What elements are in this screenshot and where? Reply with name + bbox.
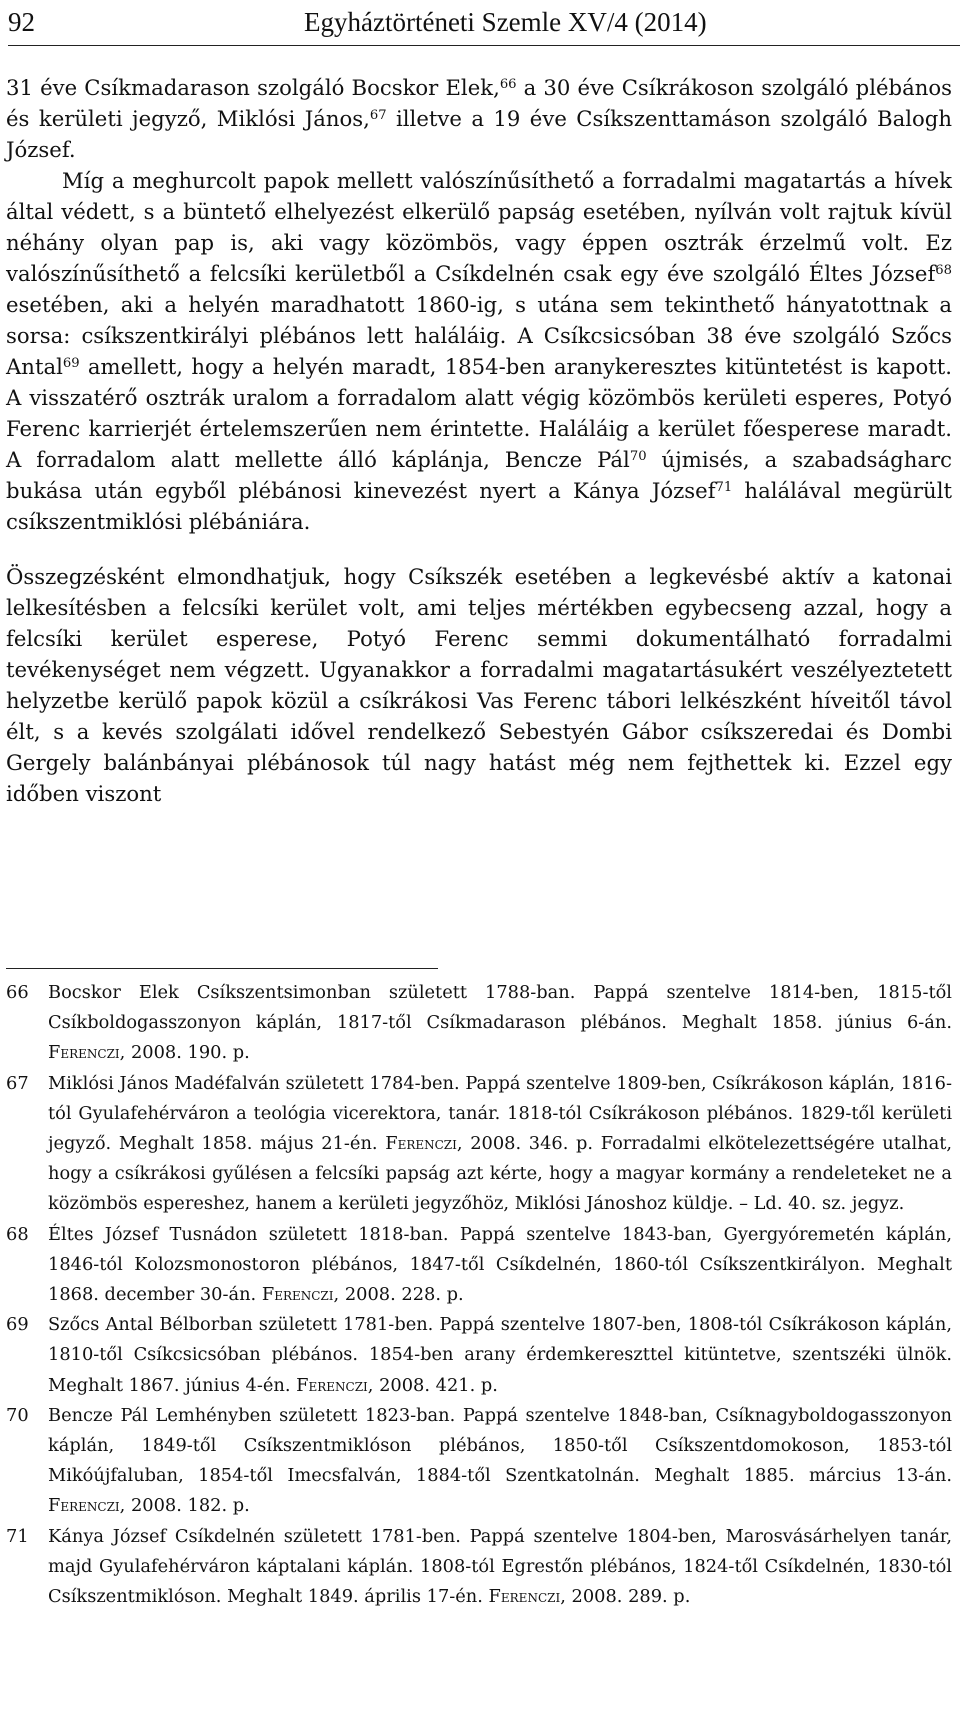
text-run: halálával megürült csíkszentmiklósi plébániára. <box>6 478 952 534</box>
footnote-text: , 2008. 421. p. <box>367 1374 498 1396</box>
main-text <box>6 72 952 809</box>
running-head: Egyháztörténeti Szemle XV/4 (2014) <box>304 7 707 37</box>
footnote-68 <box>6 1220 952 1311</box>
paragraph-3 <box>6 561 952 809</box>
paragraph-1 <box>6 72 952 165</box>
footnote-69 <box>6 1310 952 1401</box>
text-run: Míg a meghurcolt papok mellett valószínűsíthető a forradalmi magatartás a hívek által védett, s a büntető elhelyezést elkerülő papság esetében, nyílván volt rajtuk kívül néhány olyan pap is, aki vagy közömbös, vagy éppen osztrák érzelmű volt. Ez valószínűsíthető a felcsíki kerületből a Csíkdelnén csak egy éve szolgáló Éltes József <box>6 168 952 286</box>
footnote-number: 69 <box>6 1314 29 1336</box>
footnote-text: Szőcs Antal Bélborban született 1781-ben. Pappá szentelve 1807-ben, 1808-tól Csíkrákoson káplán, 1810-től Csíkcsicsóban plébános. 1854-ben arany érdemkereszttel kitüntetve, szentszéki ülnök. Meghalt 1867. június 4-én. <box>48 1314 952 1396</box>
text-run: újmisés, a szabadságharc bukása után egyből plébánosi kinevezést nyert a Kánya József <box>6 447 952 503</box>
footnote-text: , 2008. 228. p. <box>333 1284 464 1306</box>
text-run: esetében, aki a helyén maradhatott 1860-ig, s utána sem tekinthető hányatottnak a sorsa: csíkszentkirályi plébános lett haláláig. A Csíkcsicsóban 38 éve szolgáló Szőcs Antal <box>6 292 952 379</box>
footnote-text: , 2008. 289. p. <box>560 1586 691 1608</box>
footnote-ref-69[interactable]: 69 <box>62 355 80 371</box>
text-run: amellett, hogy a helyén maradt, 1854-ben aranykeresztes kitüntetést is kapott. A visszatérő osztrák uralom a forradalom alatt végig közömbös kerületi esperes, Potyó Ferenc karrierjét értelemszerűen nem érintette. Haláláig a kerület főesperese maradt. A forradalom alatt mellette álló káplánja, Bencze Pál <box>6 354 952 472</box>
footnote-text: , 2008. 182. p. <box>119 1495 250 1517</box>
footnote-ref-68[interactable]: 68 <box>935 262 952 278</box>
page-header <box>8 4 960 44</box>
footnote-ref-71[interactable]: 71 <box>715 479 733 495</box>
footnote-67 <box>6 1069 952 1220</box>
paragraph-2 <box>6 165 952 537</box>
footnote-70 <box>6 1401 952 1522</box>
footnote-71 <box>6 1522 952 1613</box>
footnote-text: Miklósi János Madéfalván született 1784-ben. Pappá szentelve 1809-ben, Csíkrákoson káplán, 1816-tól Gyulafehérváron a teológia vicerektora, tanár. 1818-tól Csíkrákoson plébános. 1829-től kerületi jegyző. Meghalt 1858. május 21-én. <box>48 1072 952 1155</box>
footnote-text: Bencze Pál Lemhényben született 1823-ban. Pappá szentelve 1848-ban, Csíknagyboldogasszonyon káplán, 1849-től Csíkszentmiklóson plébános, 1850-től Csíkszentdomokoson, 1853-tól Mikóújfaluban, 1854-től Imecsfalván, 1884-től Szentkatolnán. Meghalt 1885. március 13-án. <box>48 1404 952 1487</box>
footnote-text: Bocskor Elek Csíkszentsimonban született 1788-ban. Pappá szentelve 1814-ben, 1815-től Csíkboldogasszonyon káplán, 1817-től Csíkmadarason plébános. Meghalt 1858. június 6-án. <box>48 982 952 1034</box>
footnote-ref-70[interactable]: 70 <box>629 448 647 464</box>
text-run: a 30 éve Csíkrákoson szolgáló plébános és kerületi jegyző, Miklósi János, <box>6 75 952 131</box>
footnote-separator <box>6 968 438 969</box>
author-name: Ferenczi <box>488 1586 561 1608</box>
footnote-text: , 2008. 346. p. Forradalmi elkötelezettségére utalhat, hogy a csíkrákosi gyűlésen a felcsíki papság azt kérte, hogy a magyar kormány a rendeleteket ne a közömbös espereshez, hanem a kerületi jegyzőhöz, Miklósi Jánoshoz küldje. – Ld. 40. sz. jegyz. <box>48 1133 953 1215</box>
footnote-number: 70 <box>6 1404 29 1426</box>
footnote-number: 71 <box>6 1525 29 1547</box>
text-run: illetve a 19 éve Csíkszenttamáson szolgáló Balogh József. <box>6 106 952 162</box>
text-run: 31 éve Csíkmadarason szolgáló Bocskor Elek, <box>6 75 500 100</box>
text-run: Összegzésként elmondhatjuk, hogy Csíkszék esetében a legkevésbé aktív a katonai lelkesítésben a felcsíki kerület volt, ami teljes mértékben egybecseng azzal, hogy a felcsíki kerület esperese, Potyó Ferenc semmi dokumentálható forradalmi tevékenységet nem végzett. Ugyanakkor a forradalmi magatartásukért veszélyeztetett helyzetbe kerülő papok közül a csíkrákosi Vas Ferenc tábori lelkészként híveitől távol élt, s a kevés szolgálati idővel rendelkező Sebestyén Gábor csíkszeredai és Dombi Gergely balánbányai plébánosok túl nagy hatást még nem fejthettek ki. Ezzel egy időben viszont <box>6 564 952 806</box>
author-name: Ferenczi <box>261 1284 334 1306</box>
footnote-66 <box>6 978 952 1069</box>
author-name: Ferenczi <box>48 1495 120 1517</box>
footnote-number: 68 <box>6 1223 29 1245</box>
author-name: Ferenczi <box>385 1133 457 1155</box>
footnote-ref-67[interactable]: 67 <box>369 107 387 123</box>
footnote-number: 66 <box>6 982 29 1003</box>
footnote-text: Kánya József Csíkdelnén született 1781-ben. Pappá szentelve 1804-ben, Marosvásárhelyen tanár, majd Gyulafehérváron káptalani káplán. 1808-tól Egrestőn plébános, 1824-től Csíkdelnén, 1830-tól Csíkszentmiklóson. Meghalt 1849. április 17-én. <box>48 1525 952 1608</box>
footnote-ref-66[interactable]: 66 <box>499 76 517 92</box>
footnote-number: 67 <box>6 1072 29 1094</box>
page-number: 92 <box>8 7 35 37</box>
footnote-text: Éltes József Tusnádon született 1818-ban. Pappá szentelve 1843-ban, Gyergyóremetén káplán, 1846-tól Kolozsmonostoron plébános, 1847-től Csíkdelnén, 1860-tól Csíkszentkirályon. Meghalt 1868. december 30-án. <box>48 1223 952 1306</box>
author-name: Ferenczi <box>48 1042 120 1064</box>
footnotes <box>6 978 952 1612</box>
header-rule <box>8 45 960 46</box>
footnote-text: , 2008. 190. p. <box>119 1042 250 1064</box>
author-name: Ferenczi <box>296 1374 368 1396</box>
